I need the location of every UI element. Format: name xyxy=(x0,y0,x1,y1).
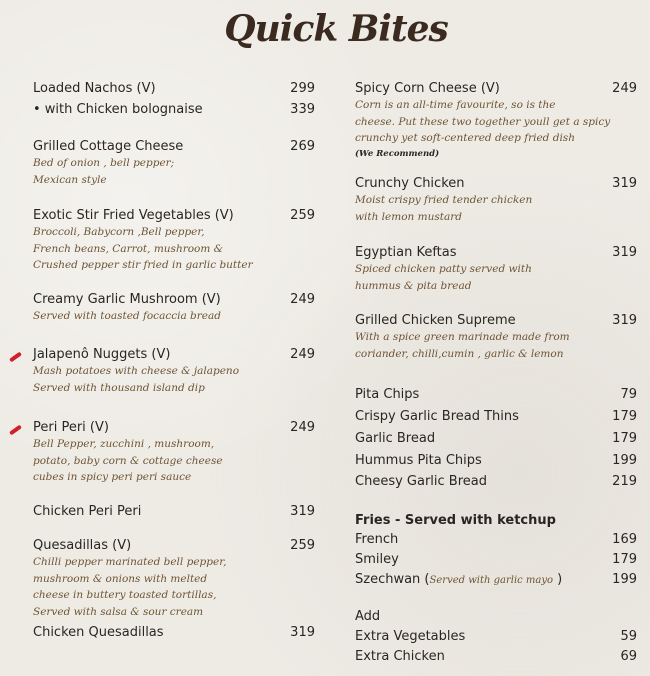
item-desc: crunchy yet soft-centered deep fried dish xyxy=(355,132,575,144)
recommend-note: (We Recommend) xyxy=(355,148,440,159)
item-price: 179 xyxy=(612,552,637,567)
item-name: Garlic Bread xyxy=(355,431,436,446)
item-price: 219 xyxy=(612,474,637,489)
item-name: Quesadillas (V) xyxy=(33,538,132,553)
menu-item xyxy=(355,551,637,568)
item-price: 249 xyxy=(612,81,637,96)
item-price: 259 xyxy=(290,208,315,223)
menu-item xyxy=(33,537,315,620)
item-price: 69 xyxy=(620,649,637,664)
item-desc: Mash potatoes with cheese & jalapeno xyxy=(33,365,240,377)
item-desc: Served with toasted focaccia bread xyxy=(33,310,221,322)
item-name: Szechwan ( xyxy=(355,572,430,587)
item-name: Chicken Peri Peri xyxy=(33,504,142,519)
menu-item xyxy=(33,503,315,520)
item-desc: Served with salsa & sour cream xyxy=(33,605,204,618)
menu-item xyxy=(33,419,315,486)
item-name: Pita Chips xyxy=(355,387,420,402)
menu-item xyxy=(33,138,315,188)
item-price: 179 xyxy=(612,409,637,424)
item-name: Jalapenô Nuggets (V) xyxy=(33,347,171,362)
item-price: 249 xyxy=(290,347,315,362)
menu-item xyxy=(355,80,637,159)
menu-item xyxy=(355,452,637,469)
menu-item xyxy=(355,628,637,645)
item-price: 319 xyxy=(290,625,315,640)
item-desc: potato, baby corn & cottage cheese xyxy=(33,454,223,467)
item-desc: Crushed pepper stir fried in garlic butter xyxy=(33,259,253,271)
item-price: 199 xyxy=(612,572,637,587)
item-name-group xyxy=(355,571,562,588)
item-price: 319 xyxy=(612,245,637,260)
menu-item xyxy=(33,207,315,274)
item-name: Crunchy Chicken xyxy=(355,176,465,191)
item-name: Creamy Garlic Mushroom (V) xyxy=(33,292,221,307)
item-name: Smiley xyxy=(355,552,399,567)
item-name: Extra Vegetables xyxy=(355,629,466,644)
menu-item xyxy=(33,346,315,396)
item-desc: cheese. Put these two together youll get a spicy xyxy=(355,115,611,128)
menu-item xyxy=(355,244,637,294)
item-desc: With a spice green marinade made from xyxy=(355,331,570,343)
menu-item xyxy=(355,408,637,425)
item-desc: Corn is an all-time favourite, so is the xyxy=(355,99,556,111)
item-name: • with Chicken bolognaise xyxy=(33,102,203,117)
chili-icon xyxy=(9,425,22,436)
item-price: 319 xyxy=(612,176,637,191)
menu-item xyxy=(33,291,315,325)
menu-item xyxy=(355,430,637,447)
item-price: 299 xyxy=(290,81,315,96)
item-name: Extra Chicken xyxy=(355,649,445,664)
item-name: Exotic Stir Fried Vegetables (V) xyxy=(33,208,234,223)
item-desc: Mexican style xyxy=(33,173,107,186)
section-header: Fries - Served with ketchup xyxy=(355,513,556,528)
menu-item xyxy=(355,473,637,490)
item-name: Grilled Cottage Cheese xyxy=(33,139,184,154)
item-name: Egyptian Keftas xyxy=(355,245,457,260)
item-desc: Broccoli, Babycorn ,Bell pepper, xyxy=(33,226,205,238)
item-desc: Bed of onion , bell pepper; xyxy=(33,157,175,169)
menu-item xyxy=(33,80,315,97)
item-desc: hummus & pita bread xyxy=(355,279,472,292)
item-price: 319 xyxy=(612,313,637,328)
item-price: 179 xyxy=(612,431,637,446)
page-title: Quick Bites xyxy=(224,8,448,50)
item-price: 59 xyxy=(620,629,637,644)
item-name: Chicken Quesadillas xyxy=(33,625,164,640)
item-name: Hummus Pita Chips xyxy=(355,453,482,468)
item-desc: French beans, Carrot, mushroom & xyxy=(33,242,224,255)
item-desc: Moist crispy fried tender chicken xyxy=(355,194,533,206)
item-price: 169 xyxy=(612,532,637,547)
item-name: Cheesy Garlic Bread xyxy=(355,474,487,489)
item-price: 269 xyxy=(290,139,315,154)
section-header: Add xyxy=(355,609,381,624)
item-price: 249 xyxy=(290,420,315,435)
item-name: Crispy Garlic Bread Thins xyxy=(355,409,519,424)
item-desc: cheese in buttery toasted tortillas, xyxy=(33,589,217,601)
item-desc: Spiced chicken patty served with xyxy=(355,263,532,275)
item-name: Grilled Chicken Supreme xyxy=(355,313,516,328)
item-note: Served with garlic mayo xyxy=(429,575,554,586)
item-name: Loaded Nachos (V) xyxy=(33,81,156,96)
item-name: French xyxy=(355,532,399,547)
item-desc: Bell Pepper, zucchini , mushroom, xyxy=(33,438,215,450)
item-name: Spicy Corn Cheese (V) xyxy=(355,81,500,96)
menu-item xyxy=(355,175,637,225)
item-desc: Served with thousand island dip xyxy=(33,381,205,394)
item-price: 249 xyxy=(290,292,315,307)
item-desc: Chilli pepper marinated bell pepper, xyxy=(33,556,227,568)
add-header xyxy=(355,608,637,625)
item-price: 79 xyxy=(620,387,637,402)
item-desc: with lemon mustard xyxy=(355,210,462,223)
item-price: 319 xyxy=(290,504,315,519)
menu-item xyxy=(355,312,637,362)
item-price: 199 xyxy=(612,453,637,468)
fries-header xyxy=(355,512,637,529)
item-price: 339 xyxy=(290,102,315,117)
chili-icon xyxy=(9,352,22,363)
item-desc: mushroom & onions with melted xyxy=(33,572,208,585)
item-desc: cubes in spicy peri peri sauce xyxy=(33,471,192,483)
menu-item xyxy=(355,386,637,403)
item-price: 259 xyxy=(290,538,315,553)
item-name: Peri Peri (V) xyxy=(33,420,109,435)
item-desc: coriander, chilli,cumin , garlic & lemon xyxy=(355,347,564,360)
menu-item xyxy=(355,571,637,588)
menu-item xyxy=(33,624,315,641)
item-name-close: ) xyxy=(553,572,563,587)
menu-item xyxy=(355,531,637,548)
menu-item xyxy=(355,648,637,665)
menu-item xyxy=(33,101,315,118)
